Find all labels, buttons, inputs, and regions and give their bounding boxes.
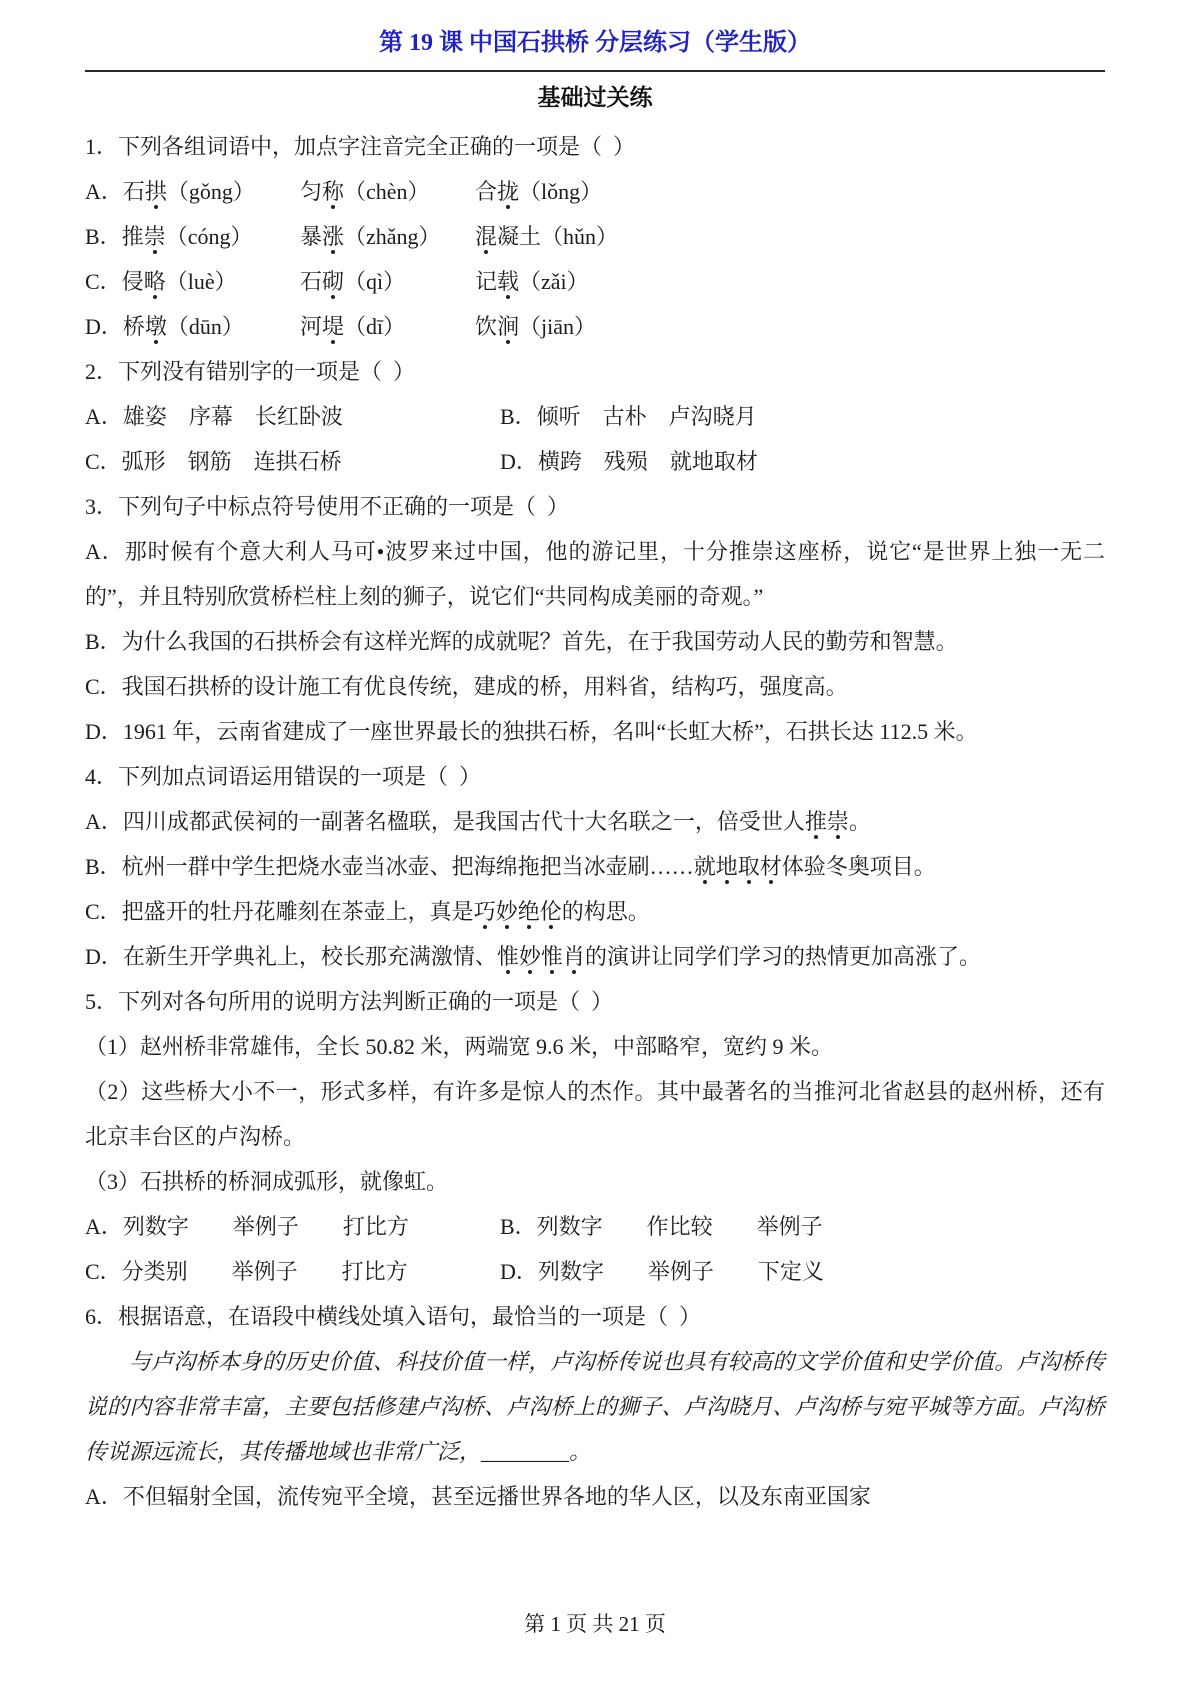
emphasis-dotted-char: 崇 (826, 809, 849, 834)
emphasis-dotted-char: 绝 (517, 899, 540, 924)
option-6-a: A．不但辐射全国，流传宛平全境，甚至远播世界各地的华人区，以及东南亚国家 (85, 1484, 871, 1509)
option-5-cd-col1: C．分类别 举例子 打比方 (85, 1259, 408, 1284)
emphasis-dotted-char: 堤 (322, 314, 345, 339)
option-5-ab-col1: A．列数字 举例子 打比方 (85, 1214, 409, 1239)
emphasis-dotted-char: 涨 (322, 224, 345, 249)
emphasis-dotted-char: 崇 (143, 224, 166, 249)
emphasis-dotted-char: 地 (715, 854, 738, 879)
emphasis-dotted-char: 拢 (497, 179, 520, 204)
section-heading: 基础过关练 (537, 85, 653, 110)
item-5-2: （2）这些桥大小不一，形式多样，有许多是惊人的杰作。其中最著名的当推河北省赵县的赵州桥，还有北京丰台区的卢沟桥。 (85, 1079, 1105, 1149)
question-2: 2．下列没有错别字的一项是（ ） (85, 359, 416, 384)
emphasis-dotted-char: 妙 (518, 944, 541, 969)
question-6: 6．根据语意，在语段中横线处填入语句，最恰当的一项是（ ） (85, 1304, 702, 1329)
option-2-cd-col2: D．横跨 残殒 就地取材 (500, 449, 758, 474)
emphasis-dotted-char: 惟 (496, 944, 519, 969)
emphasis-dotted-char: 肖 (562, 944, 585, 969)
question-5: 5．下列对各句所用的说明方法判断正确的一项是（ ） (85, 989, 614, 1014)
emphasis-dotted-char: 混 (475, 224, 498, 249)
emphasis-dotted-char: 墩 (144, 314, 167, 339)
option-1-c-col1: C．侵略（luè） (85, 269, 237, 294)
question-1: 1．下列各组词语中，加点字注音完全正确的一项是（ ） (85, 134, 636, 159)
option-1-a-col3: 合拢（lǒng） (475, 179, 603, 204)
emphasis-dotted-char: 载 (497, 269, 520, 294)
emphasis-dotted-char: 拱 (144, 179, 167, 204)
option-2-ab-col2: B．倾听 古朴 卢沟晓月 (500, 404, 757, 429)
option-3-d: D．1961 年，云南省建成了一座世界最长的独拱石桥，名叫“长虹大桥”，石拱长达 112.5 米。 (85, 719, 978, 744)
emphasis-dotted-char: 推 (804, 809, 827, 834)
question-list (85, 124, 1105, 1519)
question-4: 4．下列加点词语运用错误的一项是（ ） (85, 764, 482, 789)
option-1-b-col1: B．推崇（cóng） (85, 224, 253, 249)
option-1-c-col3: 记载（zǎi） (475, 269, 589, 294)
option-1-a-col1: A．石拱（gǒng） (85, 179, 255, 204)
option-4-c: C．把盛开的牡丹花雕刻在茶壶上，真是巧妙绝伦的构思。 (85, 899, 650, 924)
item-5-1: （1）赵州桥非常雄伟，全长 50.82 米，两端宽 9.6 米，中部略窄，宽约 9 米。 (85, 1034, 834, 1059)
option-3-a: A．那时候有个意大利人马可•波罗来过中国，他的游记里，十分推崇这座桥，说它“是世界上独一无二的”，并且特别欣赏桥栏柱上刻的狮子，说它们“共同构成美丽的奇观。” (85, 539, 1105, 609)
emphasis-dotted-char: 伦 (539, 899, 562, 924)
emphasis-dotted-char: 材 (759, 854, 782, 879)
option-1-c (85, 259, 1105, 304)
question-3: 3．下列句子中标点符号使用不正确的一项是（ ） (85, 494, 570, 519)
option-3-c: C．我国石拱桥的设计施工有优良传统，建成的桥，用料省，结构巧，强度高。 (85, 674, 848, 699)
option-5-ab (85, 1204, 1105, 1249)
emphasis-dotted-char: 涧 (497, 314, 520, 339)
emphasis-dotted-char: 取 (737, 854, 760, 879)
option-1-b-col2: 暴涨（zhǎng） (300, 224, 441, 249)
passage-6: 与卢沟桥本身的历史价值、科技价值一样，卢沟桥传说也具有较高的文学价值和史学价值。卢沟桥传说的内容非常丰富，主要包括修建卢沟桥、卢沟桥上的狮子、卢沟晓月、卢沟桥与宛平城等方面。卢沟桥传说源远流长，其传播地域也非常广泛，________。 (85, 1349, 1105, 1464)
emphasis-dotted-char: 砌 (322, 269, 345, 294)
option-1-d-col1: D．桥墩（dūn） (85, 314, 244, 339)
emphasis-dotted-char: 妙 (495, 899, 518, 924)
option-5-ab-col2: B．列数字 作比较 举例子 (500, 1214, 823, 1239)
option-2-ab-col1: A．雄姿 序幕 长红卧波 (85, 404, 343, 429)
emphasis-dotted-char: 就 (693, 854, 716, 879)
option-1-b-col3: 混凝土（hǔn） (475, 224, 619, 249)
emphasis-dotted-char: 略 (143, 269, 166, 294)
page-title: 第 19 课 中国石拱桥 分层练习（学生版） (379, 30, 811, 56)
option-1-b (85, 214, 1105, 259)
option-4-b: B．杭州一群中学生把烧水壶当冰壶、把海绵拖把当冰壶刷……就地取材体验冬奥项目。 (85, 854, 936, 879)
option-2-ab (85, 394, 1105, 439)
option-2-cd-col1: C．弧形 钢筋 连拱石桥 (85, 449, 342, 474)
option-5-cd-col2: D．列数字 举例子 下定义 (500, 1259, 824, 1284)
option-1-a (85, 169, 1105, 214)
page-number: 第 1 页 共 21 页 (524, 1612, 666, 1636)
option-5-cd (85, 1249, 1105, 1294)
option-3-b: B．为什么我国的石拱桥会有这样光辉的成就呢？首先，在于我国劳动人民的勤劳和智慧。 (85, 629, 958, 654)
option-1-d-col2: 河堤（dī） (300, 314, 406, 339)
option-1-d-col3: 饮涧（jiān） (475, 314, 597, 339)
option-4-d: D．在新生开学典礼上，校长那充满激情、惟妙惟肖的演讲让同学们学习的热情更加高涨了。 (85, 944, 981, 969)
emphasis-dotted-char: 称 (322, 179, 345, 204)
option-1-a-col2: 匀称（chèn） (300, 179, 430, 204)
option-4-a: A．四川成都武侯祠的一副著名楹联，是我国古代十大名联之一，倍受世人推崇。 (85, 809, 871, 834)
option-1-d (85, 304, 1105, 349)
option-1-c-col2: 石砌（qì） (300, 269, 406, 294)
option-2-cd (85, 439, 1105, 484)
emphasis-dotted-char: 巧 (473, 899, 496, 924)
emphasis-dotted-char: 惟 (540, 944, 563, 969)
title-divider (85, 70, 1105, 72)
item-5-3: （3）石拱桥的桥洞成弧形，就像虹。 (85, 1169, 449, 1194)
